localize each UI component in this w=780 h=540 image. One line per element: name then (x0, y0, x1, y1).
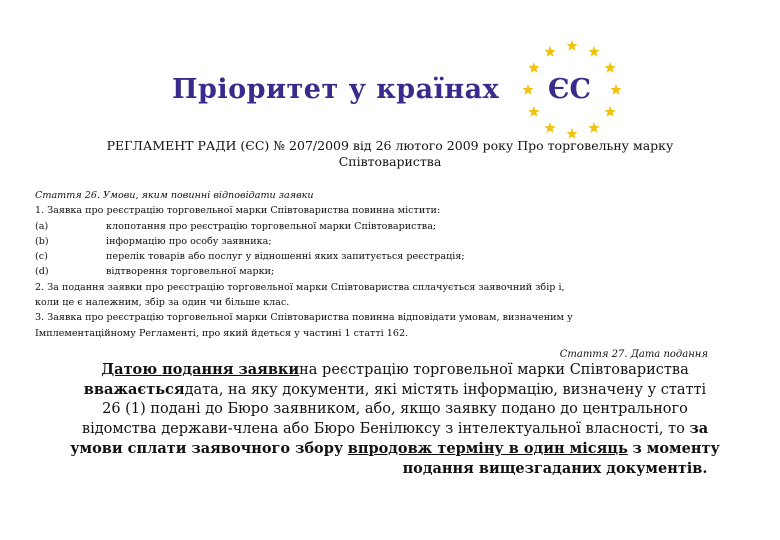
article-27-line (30, 439, 760, 459)
star-icon (588, 122, 599, 133)
star-icon (610, 84, 621, 95)
text-fragment: з моменту (632, 440, 720, 457)
article-27-body (30, 360, 760, 478)
article-27-line: 26 (1) подані до Бюро заявником, або, якщо заявку подано до центрального (102, 401, 688, 417)
regulation-title (60, 138, 720, 170)
article-26-paragraph-3b: Імплементаційному Регламенті, про який йдеться у частині 1 статті 162. (35, 327, 409, 339)
article-26-heading: Стаття 26. Умови, яким повинні відповідати заявки (35, 190, 314, 201)
list-item (35, 264, 735, 279)
list-item-text: перелік товарів або послуг у відношенні яких запитується реєстрація; (106, 251, 465, 263)
star-icon (522, 84, 533, 95)
star-icon (604, 62, 615, 73)
one-month-term: впродовж терміну в один місяць (347, 440, 628, 457)
list-item-text: відтворення торговельної марки; (106, 266, 275, 278)
article-27-line (30, 380, 760, 400)
list-item-key: (d) (35, 266, 49, 278)
article-26-paragraph-3a: 3. Заявка про реєстрацію торговельної марки Співтовариства повинна відповідати умовам, визначеним у (35, 312, 573, 324)
text-fragment: умови сплати заявочного збору (70, 440, 344, 457)
article-26 (35, 188, 735, 341)
text-fragment: на реєстрацію торговельної марки Співтовариства (299, 362, 689, 378)
star-icon (566, 40, 577, 51)
article-26-paragraph-2a: 2. За подання заявки про реєстрацію торговельної марки Співтовариства сплачується заявочний збір і, (35, 281, 565, 293)
regulation-line-1: РЕГЛАМЕНТ РАДИ (ЄС) № 207/2009 від 26 лютого 2009 року Про торговельну марку (106, 138, 674, 153)
star-icon (544, 122, 555, 133)
star-icon (528, 106, 539, 117)
star-icon (604, 106, 615, 117)
page-title: Пріоритет у країнах (172, 74, 500, 105)
text-fragment: за (689, 420, 709, 437)
list-item-text: клопотання про реєстрацію торговельної марки Співтовариства; (106, 220, 437, 232)
list-item-key: (c) (35, 251, 48, 263)
article-27-heading: Стаття 27. Дата подання (559, 349, 708, 360)
list-item (35, 249, 735, 264)
list-item (35, 219, 735, 234)
star-icon (544, 46, 555, 57)
regulation-line-2: Співтовариства (338, 154, 442, 169)
eu-label: ЄС (548, 74, 591, 105)
list-item-text: інформацію про особу заявника; (106, 235, 272, 247)
list-item-key: (a) (35, 220, 49, 232)
article-27-line (30, 360, 760, 380)
article-27-line: подання вищезгаданих документів. (402, 460, 708, 477)
star-icon (588, 46, 599, 57)
text-fragment: дата, на яку документи, які містять інформацію, визначену у статті (184, 382, 707, 398)
list-item-key: (b) (35, 235, 49, 247)
text-fragment: відомства держави-члена або Бюро Бенілюксу з інтелектуальної власності, то (81, 421, 685, 437)
article-26-paragraph-1: 1. Заявка про реєстрацію торговельної марки Співтовариства повинна містити: (35, 205, 441, 217)
list-item (35, 234, 735, 249)
star-icon (528, 62, 539, 73)
article-26-paragraph-2b: коли це є належним, збір за один чи більше клас. (35, 297, 290, 309)
filing-date-term: Датою подання заявки (101, 361, 300, 378)
article-27-line (30, 419, 760, 439)
deemed-term: вважається (83, 381, 185, 398)
